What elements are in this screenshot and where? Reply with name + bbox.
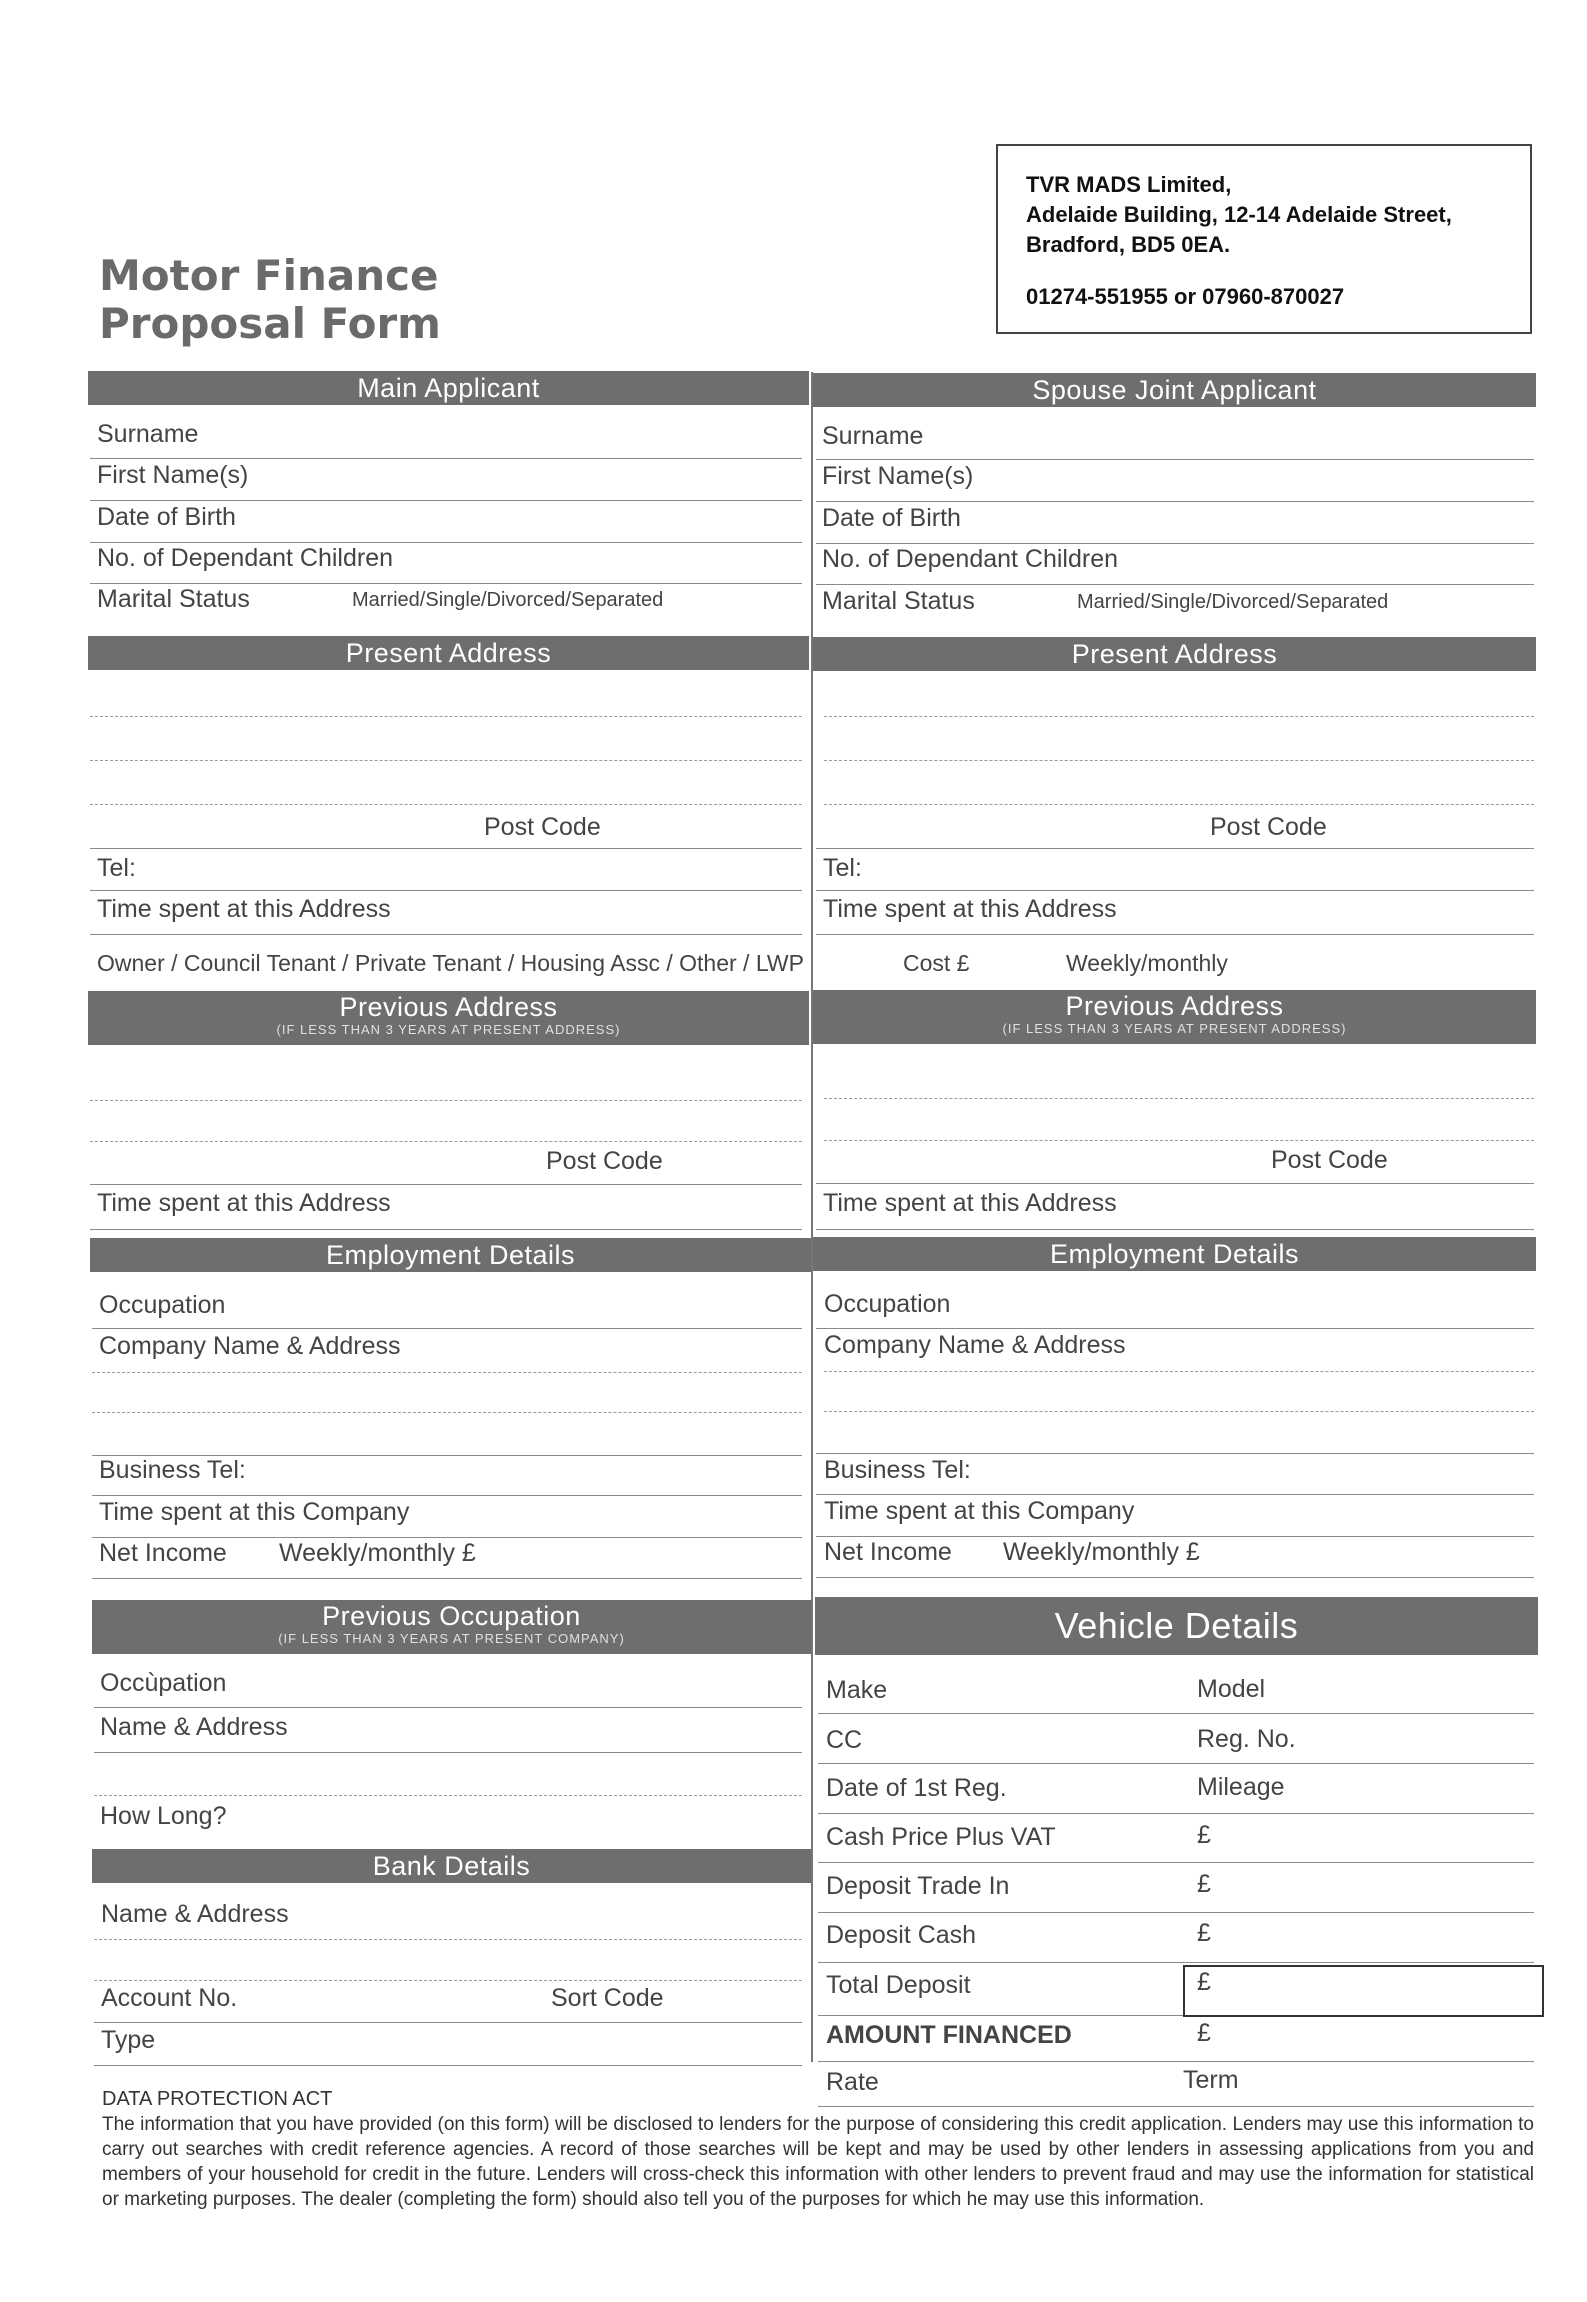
- main-address-line-3[interactable]: [90, 804, 802, 805]
- previous-address-title: Previous Address: [339, 992, 558, 1022]
- main-dependants-label: No. of Dependant Children: [97, 544, 394, 572]
- company-address-line-2: Bradford, BD5 0EA.: [1026, 232, 1231, 257]
- spouse-occupation-label: Occupation: [824, 1290, 951, 1318]
- total-deposit-currency: £: [1197, 1968, 1211, 1996]
- main-first-names-field[interactable]: [90, 500, 802, 501]
- main-prev-time-address-field[interactable]: [90, 1229, 802, 1230]
- main-net-income-field[interactable]: [92, 1578, 802, 1579]
- vehicle-cc-reg-field[interactable]: [818, 1763, 1534, 1764]
- account-type-field[interactable]: [94, 2065, 802, 2066]
- main-marital-options[interactable]: Married/Single/Divorced/Separated: [352, 589, 664, 611]
- spouse-dob-label: Date of Birth: [822, 504, 961, 532]
- cash-price-label: Cash Price Plus VAT: [826, 1823, 1056, 1851]
- vehicle-model-label: Model: [1197, 1675, 1266, 1703]
- main-post-code-label: Post Code: [484, 813, 601, 841]
- main-net-income-frequency[interactable]: Weekly/monthly £: [279, 1539, 476, 1567]
- total-deposit-rule: [818, 2015, 1183, 2016]
- title-line-2: Proposal Form: [99, 299, 441, 348]
- spouse-post-code-field[interactable]: [816, 848, 1534, 849]
- spouse-address-line-1[interactable]: [824, 716, 1534, 717]
- main-prev-address-line-2[interactable]: [90, 1141, 802, 1142]
- tenure-options[interactable]: Owner / Council Tenant / Private Tenant / Housing Assc / Other / LWP: [97, 950, 804, 976]
- previous-occupation-title: Previous Occupation: [322, 1601, 581, 1631]
- bank-name-address-label: Name & Address: [101, 1900, 289, 1928]
- data-protection-text: The information that you have provided (on this form) will be disclosed to lenders for the purpose of considering this credit application. Lenders may use this information to carry out searches with credit reference agencies. A record of those searches will be kept and may be used by other lenders in assessing applications from you and members of your household for credit in the future. Lenders will cross-check this information with other lenders to prevent fraud and may use the information for statistical or marketing purposes. The dealer (completing the form) should also tell you of the purposes for which he may use this information.: [102, 2114, 1534, 2210]
- main-tel-field[interactable]: [90, 890, 802, 891]
- spouse-marital-options[interactable]: Married/Single/Divorced/Separated: [1077, 591, 1389, 613]
- spouse-occupation-field[interactable]: [816, 1328, 1534, 1329]
- spouse-prev-address-line-1[interactable]: [824, 1098, 1534, 1099]
- spouse-prev-post-code-field[interactable]: [816, 1183, 1534, 1184]
- spouse-prev-post-code-label: Post Code: [1271, 1146, 1388, 1174]
- amount-financed-currency: £: [1197, 2019, 1211, 2047]
- prev-name-address-line-1[interactable]: [94, 1752, 802, 1753]
- main-address-line-2[interactable]: [90, 760, 802, 761]
- header-spouse-applicant: Spouse Joint Applicant: [813, 373, 1536, 407]
- previous-address-note: (IF LESS THAN 3 YEARS AT PRESENT ADDRESS): [276, 1022, 621, 1037]
- header-spouse-previous-address: [813, 990, 1536, 1044]
- deposit-trade-currency: £: [1197, 1870, 1211, 1898]
- spouse-company-line-3[interactable]: [816, 1453, 1534, 1454]
- main-first-names-label: First Name(s): [97, 461, 249, 489]
- spouse-marital-label: Marital Status: [822, 587, 975, 615]
- vehicle-make-label: Make: [826, 1676, 888, 1704]
- spouse-surname-label: Surname: [822, 422, 924, 450]
- header-bank-details: Bank Details: [92, 1849, 811, 1883]
- header-main-employment: Employment Details: [90, 1238, 811, 1272]
- header-spouse-present-address: Present Address: [813, 637, 1536, 671]
- spouse-address-line-2[interactable]: [824, 760, 1534, 761]
- main-time-address-label: Time spent at this Address: [97, 895, 391, 923]
- prev-occupation-label: Occùpation: [100, 1669, 227, 1697]
- sort-code-label: Sort Code: [551, 1984, 664, 2012]
- main-company-line-1[interactable]: [92, 1372, 802, 1373]
- deposit-cash-currency: £: [1197, 1919, 1211, 1947]
- spouse-address-line-3[interactable]: [824, 804, 1534, 805]
- main-prev-time-address-label: Time spent at this Address: [97, 1189, 391, 1217]
- spouse-prev-time-address-label: Time spent at this Address: [823, 1189, 1117, 1217]
- main-surname-field[interactable]: [90, 458, 802, 459]
- rate-label: Rate: [826, 2068, 879, 2096]
- total-deposit-label: Total Deposit: [826, 1971, 971, 1999]
- vehicle-mileage-label: Mileage: [1197, 1773, 1285, 1801]
- company-address-box: [996, 144, 1532, 334]
- total-deposit-box[interactable]: [1183, 1965, 1544, 2017]
- header-vehicle-details: Vehicle Details: [815, 1597, 1538, 1655]
- spouse-net-income-frequency[interactable]: Weekly/monthly £: [1003, 1538, 1200, 1566]
- header-main-applicant: Main Applicant: [88, 371, 809, 405]
- amount-financed-field[interactable]: [818, 2061, 1534, 2062]
- prev-name-address-label: Name & Address: [100, 1713, 288, 1741]
- main-time-company-label: Time spent at this Company: [99, 1498, 410, 1526]
- header-main-previous-address: [88, 991, 809, 1045]
- page-title: [99, 252, 441, 348]
- cash-price-field[interactable]: [818, 1862, 1534, 1863]
- company-address-line-1: Adelaide Building, 12-14 Adelaide Street,: [1026, 202, 1452, 227]
- deposit-cash-field[interactable]: [818, 1962, 1534, 1963]
- amount-financed-label: AMOUNT FINANCED: [826, 2021, 1072, 2049]
- main-prev-post-code-label: Post Code: [546, 1147, 663, 1175]
- spouse-tel-label: Tel:: [823, 854, 862, 882]
- vehicle-first-reg-mileage-field[interactable]: [818, 1813, 1534, 1814]
- cost-label: Cost £: [903, 950, 970, 976]
- vehicle-reg-label: Reg. No.: [1197, 1725, 1296, 1753]
- main-occupation-field[interactable]: [92, 1328, 802, 1329]
- spouse-prev-address-line-2[interactable]: [824, 1140, 1534, 1141]
- spouse-previous-address-note: (IF LESS THAN 3 YEARS AT PRESENT ADDRESS): [1002, 1021, 1347, 1036]
- deposit-cash-label: Deposit Cash: [826, 1921, 977, 1949]
- header-previous-occupation: [92, 1600, 811, 1654]
- main-prev-post-code-field[interactable]: [90, 1184, 802, 1185]
- spouse-net-income-field[interactable]: [816, 1577, 1534, 1578]
- spouse-net-income-label: Net Income: [824, 1538, 952, 1566]
- main-prev-address-line-1[interactable]: [90, 1100, 802, 1101]
- how-long-label: How Long?: [100, 1802, 227, 1830]
- main-tel-label: Tel:: [97, 854, 136, 882]
- vehicle-cc-label: CC: [826, 1726, 863, 1754]
- deposit-trade-label: Deposit Trade In: [826, 1872, 1010, 1900]
- bank-name-address-line-1[interactable]: [94, 1939, 802, 1940]
- rate-term-field[interactable]: [818, 2106, 1534, 2107]
- main-occupation-label: Occupation: [99, 1291, 226, 1319]
- spouse-first-names-field[interactable]: [816, 501, 1534, 502]
- previous-occupation-note: (IF LESS THAN 3 YEARS AT PRESENT COMPANY): [278, 1631, 625, 1646]
- spouse-dependants-label: No. of Dependant Children: [822, 545, 1119, 573]
- prev-name-address-line-2[interactable]: [94, 1795, 802, 1796]
- account-no-label: Account No.: [101, 1984, 238, 2012]
- bank-name-address-line-2[interactable]: [94, 1980, 802, 1981]
- title-line-1: Motor Finance: [99, 251, 439, 300]
- vehicle-first-reg-label: Date of 1st Reg.: [826, 1774, 1007, 1802]
- main-address-line-1[interactable]: [90, 716, 802, 717]
- main-time-address-field[interactable]: [90, 934, 802, 935]
- account-type-label: Type: [101, 2026, 156, 2054]
- spouse-tel-field[interactable]: [816, 890, 1534, 891]
- spouse-time-company-label: Time spent at this Company: [824, 1497, 1135, 1525]
- spouse-company-line-2[interactable]: [824, 1411, 1534, 1412]
- main-company-label: Company Name & Address: [99, 1332, 401, 1360]
- header-main-present-address: Present Address: [88, 636, 809, 670]
- cash-price-currency: £: [1197, 1821, 1211, 1849]
- main-dob-label: Date of Birth: [97, 503, 236, 531]
- main-company-line-2[interactable]: [92, 1412, 802, 1413]
- spouse-time-address-field[interactable]: [816, 934, 1534, 935]
- account-no-field[interactable]: [94, 2022, 802, 2023]
- vehicle-make-model-field[interactable]: [818, 1713, 1534, 1714]
- main-net-income-label: Net Income: [99, 1539, 227, 1567]
- spouse-dependants-field[interactable]: [816, 584, 1534, 585]
- main-business-tel-field[interactable]: [92, 1495, 802, 1496]
- main-post-code-field[interactable]: [90, 848, 802, 849]
- data-protection-title: DATA PROTECTION ACT: [102, 2088, 333, 2110]
- main-marital-label: Marital Status: [97, 585, 250, 613]
- spouse-previous-address-title: Previous Address: [1065, 991, 1284, 1021]
- term-label: Term: [1183, 2066, 1239, 2094]
- spouse-surname-field[interactable]: [816, 459, 1534, 460]
- spouse-first-names-label: First Name(s): [822, 462, 974, 490]
- header-spouse-employment: Employment Details: [813, 1237, 1536, 1271]
- spouse-company-label: Company Name & Address: [824, 1331, 1126, 1359]
- spouse-post-code-label: Post Code: [1210, 813, 1327, 841]
- prev-occupation-field[interactable]: [94, 1707, 802, 1708]
- spouse-business-tel-label: Business Tel:: [824, 1456, 971, 1484]
- column-divider: [811, 372, 813, 2062]
- main-business-tel-label: Business Tel:: [99, 1456, 246, 1484]
- spouse-time-address-label: Time spent at this Address: [823, 895, 1117, 923]
- cost-frequency-label[interactable]: Weekly/monthly: [1066, 950, 1228, 976]
- main-surname-label: Surname: [97, 420, 199, 448]
- company-phone: 01274-551955 or 07960-870027: [1026, 284, 1345, 309]
- company-name: TVR MADS Limited,: [1026, 172, 1232, 197]
- deposit-trade-field[interactable]: [818, 1912, 1534, 1913]
- spouse-company-line-1[interactable]: [824, 1371, 1534, 1372]
- spouse-prev-time-address-field[interactable]: [816, 1229, 1534, 1230]
- spouse-business-tel-field[interactable]: [816, 1494, 1534, 1495]
